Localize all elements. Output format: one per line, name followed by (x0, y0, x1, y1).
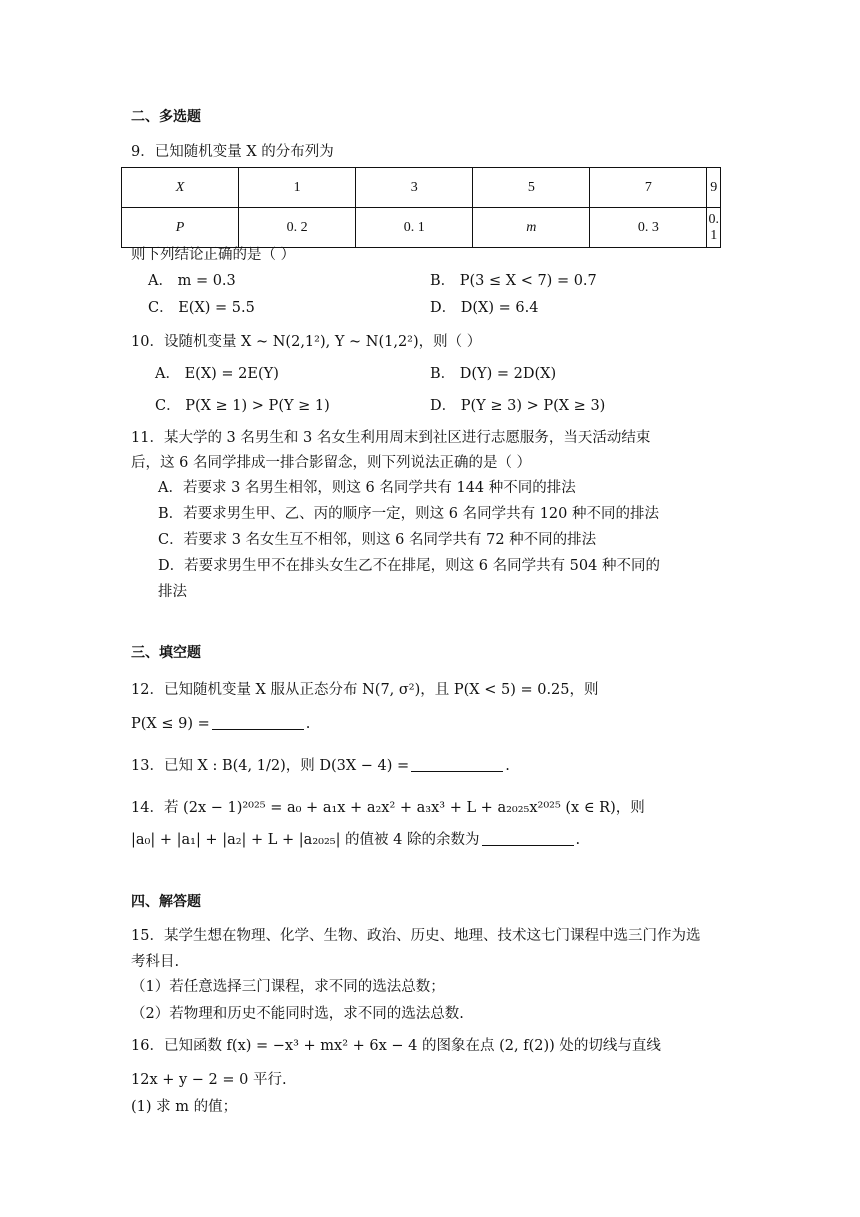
question-10-option-c: C． P(X ≥ 1) > P(Y ≥ 1) (155, 398, 330, 414)
table-row (122, 168, 721, 208)
question-11-option-a: A．若要求 3 名男生相邻，则这 6 名同学共有 144 种不同的排法 (158, 480, 576, 496)
question-16-line2: 12x + y − 2 = 0 平行. (131, 1072, 287, 1088)
answer-blank (411, 757, 503, 772)
table-cell: X (122, 168, 239, 208)
question-14-text: |a₀| + |a₁| + |a₂| + L + |a₂₀₂₅| 的值被 4 除的余数为 (131, 832, 480, 848)
question-16-part1: (1) 求 m 的值； (131, 1099, 238, 1115)
table-cell: 0. 2 (239, 208, 356, 248)
question-13-text: 13．已知 X : B(4, 1/2)，则 D(3X − 4) = (131, 758, 410, 774)
question-11-stem-line2: 后，这 6 名同学排成一排合影留念，则下列说法正确的是（ ） (131, 455, 532, 471)
distribution-table (121, 167, 721, 248)
question-14-line2: |a₀| + |a₁| + |a₂| + L + |a₂₀₂₅| 的值被 4 除的余数为 . (131, 832, 581, 848)
table-cell: 0. 3 (590, 208, 707, 248)
table-cell: 3 (356, 168, 473, 208)
question-9-stem: 9．已知随机变量 X 的分布列为 (131, 144, 334, 160)
question-16-line1: 16．已知函数 f(x) = −x³ + mx² + 6x − 4 的图象在点 (2, f(2)) 处的切线与直线 (131, 1038, 661, 1054)
question-15-line1: 15．某学生想在物理、化学、生物、政治、历史、地理、技术这七门课程中选三门作为选 (131, 928, 701, 944)
question-15-part1: （1）若任意选择三门课程，求不同的选法总数； (131, 979, 445, 995)
section-heading-fill-in: 三、填空题 (131, 645, 201, 661)
table-cell: 7 (590, 168, 707, 208)
question-15-line2: 考科目. (131, 954, 180, 970)
question-9-option-b: B． P(3 ≤ X < 7) = 0.7 (430, 273, 597, 289)
table-cell: 9 (707, 168, 721, 208)
section-heading-multiple-choice: 二、多选题 (131, 109, 201, 125)
question-12-line2: P(X ≤ 9) = . (131, 716, 311, 732)
question-12-line1: 12．已知随机变量 X 服从正态分布 N(7, σ²)，且 P(X < 5) = 0.25，则 (131, 682, 599, 698)
table-cell: P (122, 208, 239, 248)
question-9-option-d: D． D(X) = 6.4 (430, 300, 539, 316)
question-10-option-b: B． D(Y) = 2D(X) (430, 366, 557, 382)
question-10-option-a: A． E(X) = 2E(Y) (155, 366, 279, 382)
question-9-prompt: 则下列结论正确的是（ ） (131, 247, 296, 263)
table-cell: m (473, 208, 590, 248)
table-row (122, 208, 721, 248)
question-11-option-d-line1: D．若要求男生甲不在排头女生乙不在排尾，则这 6 名同学共有 504 种不同的 (158, 558, 660, 574)
table-cell: 0. 1 (707, 208, 721, 248)
question-11-stem-line1: 11．某大学的 3 名男生和 3 名女生利用周末到社区进行志愿服务，当天活动结束 (131, 430, 651, 446)
question-11-option-c: C．若要求 3 名女生互不相邻，则这 6 名同学共有 72 种不同的排法 (158, 532, 597, 548)
table-cell: 5 (473, 168, 590, 208)
question-13: 13．已知 X : B(4, 1/2)，则 D(3X − 4) = . (131, 758, 510, 774)
question-11-option-b: B．若要求男生甲、乙、丙的顺序一定，则这 6 名同学共有 120 种不同的排法 (158, 506, 659, 522)
answer-blank (482, 831, 574, 846)
question-11-option-d-line2: 排法 (158, 584, 187, 600)
question-9-option-a: A． m = 0.3 (148, 273, 236, 289)
answer-blank (212, 715, 304, 730)
question-15-part2: （2）若物理和历史不能同时选，求不同的选法总数. (131, 1006, 464, 1022)
table-cell: 0. 1 (356, 208, 473, 248)
question-14-line1: 14．若 (2x − 1)²⁰²⁵ = a₀ + a₁x + a₂x² + a₃x³ + L + a₂₀₂₅x²⁰²⁵ (x ∈ R)，则 (131, 800, 645, 816)
question-12-expression: P(X ≤ 9) = (131, 716, 210, 732)
question-10-option-d: D． P(Y ≥ 3) > P(X ≥ 3) (430, 398, 606, 414)
table-cell: 1 (239, 168, 356, 208)
section-heading-free-response: 四、解答题 (131, 894, 201, 910)
question-9-option-c: C． E(X) = 5.5 (148, 300, 255, 316)
question-10-stem: 10．设随机变量 X ~ N(2,1²), Y ~ N(1,2²)，则（ ） (131, 334, 482, 350)
